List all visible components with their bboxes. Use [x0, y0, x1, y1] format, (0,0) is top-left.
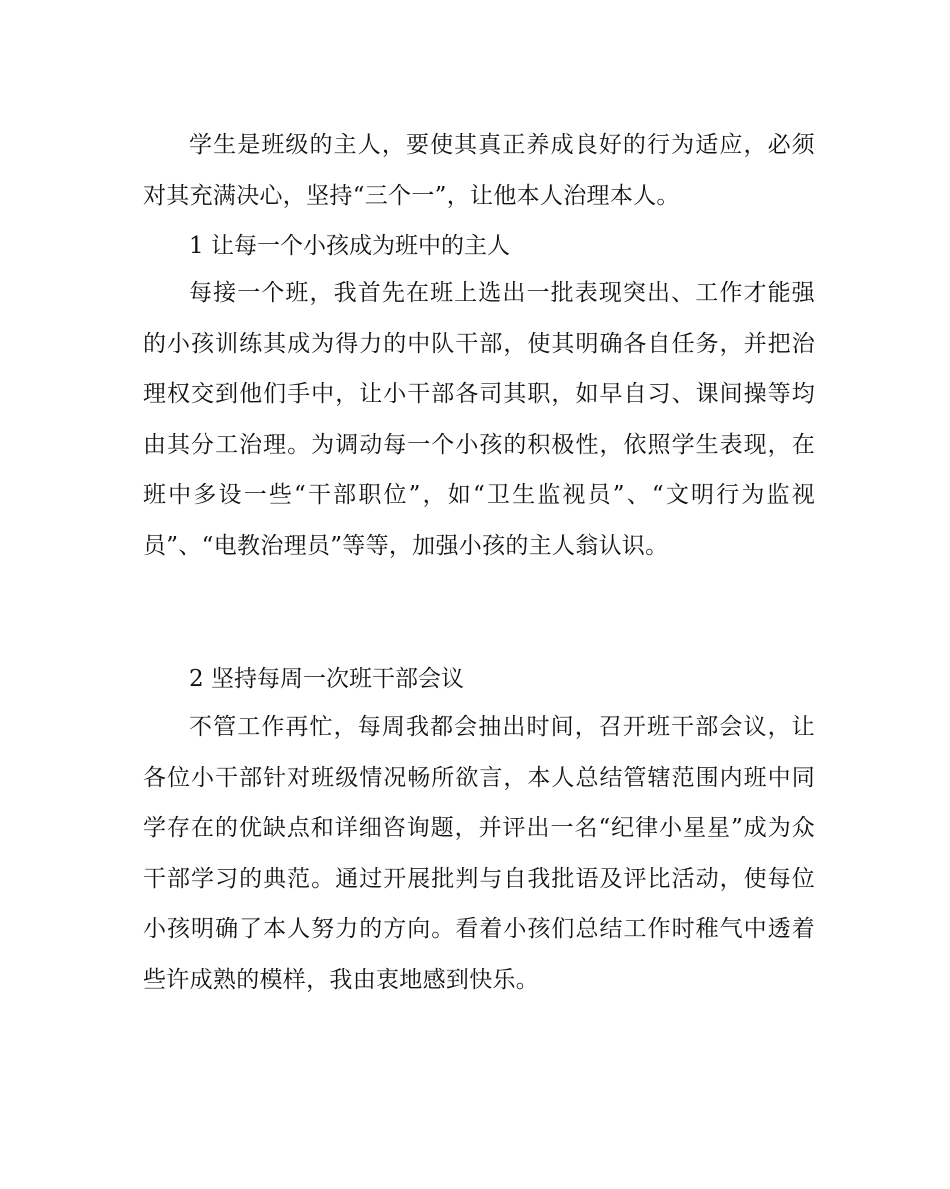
section-1-paragraph: 每接一个班，我首先在班上选出一批表现突出、工作才能强的小孩训练其成为得力的中队干部，使其明确各自任务，并把治理权交到他们手中，让小干部各司其职，如早自习、课间操等均由其分工治理。为调动每一个小孩的积极性，依照学生表现，在班中多设一些“干部职位”，如“卫生监视员”、“文明行为监视员”、“电教治理员”等等，加强小孩的主人翁认识。	[143, 280, 815, 559]
intro-paragraph: 学生是班级的主人，要使其真正养成良好的行为适应，必须对其充满决心，坚持“三个一”，让他本人治理本人。	[143, 132, 815, 209]
section-2-paragraph: 不管工作再忙，每周我都会抽出时间，召开班干部会议，让各位小干部针对班级情况畅所欲言，本人总结管辖范围内班中同学存在的优缺点和详细咨询题，并评出一名“纪律小星星”成为众干部学习的典范。通过开展批判与自我批语及评比活动，使每位小孩明确了本人努力的方向。看着小孩们总结工作时稚气中透着些许成熟的模样，我由衷地感到快乐。	[143, 714, 815, 993]
section-1-heading: 1 让每一个小孩成为班中的主人	[189, 233, 510, 259]
section-2-heading: 2 坚持每周一次班干部会议	[189, 666, 464, 692]
